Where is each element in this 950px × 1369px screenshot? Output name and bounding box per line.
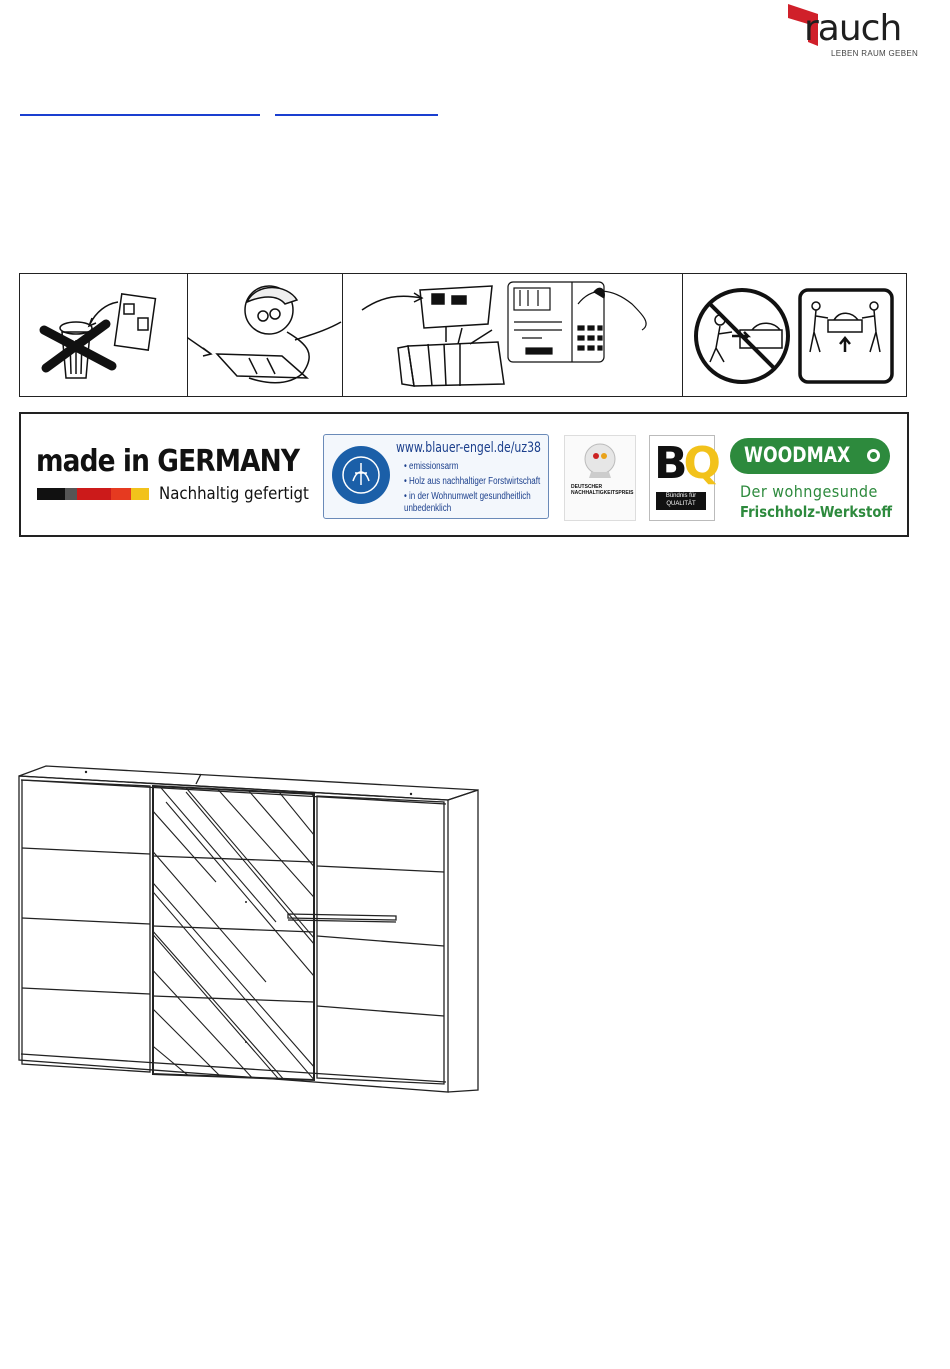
woodmax-line1: Der wohngesunde [740,482,878,501]
instruction-cell-4 [682,274,907,396]
brand-name: rauch [804,8,902,49]
made-in-germany-title: made in GERMANY [36,444,300,479]
brand-tagline: LEBEN RAUM GEBEN [831,49,919,58]
flag-stripe-3 [77,488,111,500]
lift-together-icon [800,290,892,382]
no-trash-icon [20,274,186,396]
blauer-engel-url: www.blauer-engel.de/uz38 [396,440,541,456]
bq-subtitle: Bündnis für QUALITÄT [656,492,706,510]
bq-logo: BQ [654,438,717,489]
blauer-engel-bullet-1: • emissionsarm [404,461,459,472]
instruction-cell-2 [187,274,343,396]
blauer-engel-bullet-2: • Holz aus nachhaltiger Forstwirtschaft [404,476,541,487]
flag-stripe-1 [37,488,65,500]
parts-list-icon [508,282,646,362]
no-dragging-icon [682,274,907,396]
flag-stripe-4 [111,488,131,500]
certification-panel [19,412,909,537]
woodmax-logo [730,438,890,474]
blauer-engel-badge [323,434,549,519]
brand-logo [786,2,919,60]
read-instructions-icon [187,274,342,396]
keep-documents-icon [342,274,682,396]
woodmax-line2: Frischholz-Werkstoff [740,503,893,521]
blauer-engel-seal-icon [331,445,391,505]
instruction-cell-1 [20,274,188,396]
sliding-door-wardrobe-drawing [16,762,480,1094]
award-icon [583,442,617,480]
nachhaltigkeitspreis-badge [564,435,636,521]
blauer-engel-bullet-4: unbedenklich [404,503,452,514]
made-in-germany-subtitle: Nachhaltig gefertigt [159,484,309,504]
woodmax-dot-icon [867,449,880,462]
header-link-2[interactable] [275,114,438,116]
instruction-panel [19,273,907,397]
bq-badge [649,435,715,521]
blauer-engel-bullet-3: • in der Wohnumwelt gesundheitlich [404,491,531,502]
flag-stripe-5 [131,488,149,500]
nachhaltigkeitspreis-title: DEUTSCHER NACHHALTIGKEITSPREIS [571,484,634,496]
header-link-1[interactable] [20,114,260,116]
instruction-cell-3 [342,274,683,396]
woodmax-name: WOODMAX [744,443,851,467]
